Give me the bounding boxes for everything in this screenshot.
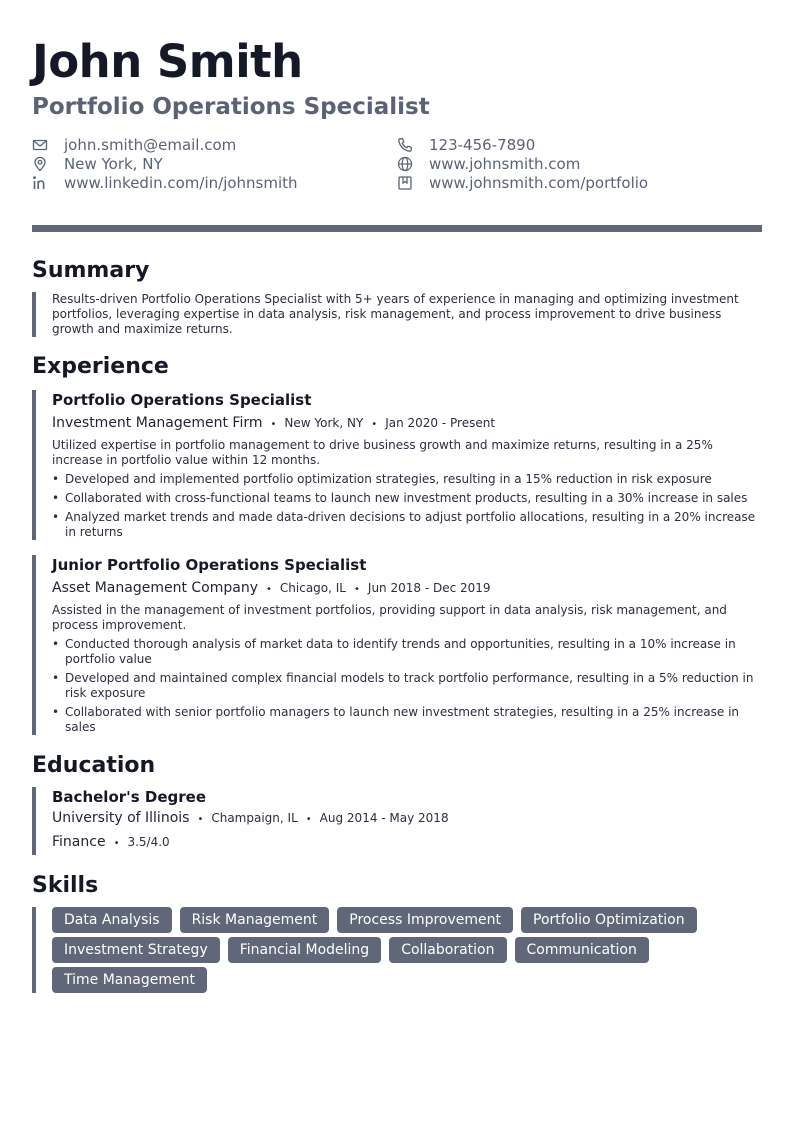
experience-heading: Experience: [32, 354, 169, 379]
job-meta: [52, 578, 762, 600]
job-company: Asset Management Company: [52, 580, 258, 596]
education-heading: Education: [32, 753, 156, 778]
education-entry: [32, 787, 762, 855]
job-description: Utilized expertise in portfolio management to drive business growth and maximize returns, resulting in a 25% increase in portfolio value within 12 months.: [52, 438, 713, 467]
linkedin-icon: [32, 175, 48, 191]
separator-dot: •: [197, 814, 204, 825]
field-of-study: Finance: [52, 834, 106, 850]
job-title: Portfolio Operations Specialist: [52, 391, 312, 409]
job-bullet: • Analyzed market trends and made data-driven decisions to adjust portfolio allocations, resulting in a 20% increase in returns: [52, 510, 762, 540]
header-divider: [32, 225, 762, 232]
job-bullet: • Conducted thorough analysis of market data to identify trends and opportunities, resulting in a 10% increase in portfolio value: [52, 637, 762, 667]
school-location: Champaign, IL: [211, 811, 298, 825]
contact-website[interactable]: [397, 154, 762, 173]
job-dates: Jan 2020 - Present: [385, 416, 496, 430]
map-pin-icon: [32, 156, 48, 172]
gpa: 3.5/4.0: [127, 835, 170, 849]
skills-heading: Skills: [32, 873, 99, 898]
separator-dot: •: [371, 419, 378, 430]
job-title: Junior Portfolio Operations Specialist: [52, 556, 367, 574]
location-text: New York, NY: [64, 154, 163, 173]
job-location: Chicago, IL: [279, 581, 346, 595]
email-text: john.smith@email.com: [64, 135, 237, 154]
skill-chip: Time Management: [52, 967, 207, 993]
job-bullet: • Collaborated with cross-functional teams to launch new investment products, resulting in a 30% increase in sales: [52, 491, 762, 506]
skill-chip: Collaboration: [389, 937, 506, 963]
job-bullets: [52, 472, 762, 540]
education-meta: [52, 807, 762, 831]
contact-portfolio[interactable]: [397, 173, 762, 192]
job-bullets: [52, 637, 762, 735]
portfolio-text: www.johnsmith.com/portfolio: [429, 173, 649, 192]
bookmark-icon: [397, 175, 413, 191]
contact-phone[interactable]: [397, 135, 762, 154]
job-meta: [52, 413, 762, 435]
education-dates: Aug 2014 - May 2018: [319, 811, 449, 825]
linkedin-text: www.linkedin.com/in/johnsmith: [64, 173, 298, 192]
job-bullet: • Collaborated with senior portfolio managers to launch new investment strategies, resulting in a 25% increase in sales: [52, 705, 762, 735]
separator-dot: •: [305, 814, 312, 825]
candidate-role: Portfolio Operations Specialist: [32, 94, 430, 120]
phone-text: 123-456-7890: [429, 135, 536, 154]
contact-linkedin[interactable]: [32, 173, 397, 192]
job-dates: Jun 2018 - Dec 2019: [367, 581, 491, 595]
website-text: www.johnsmith.com: [429, 154, 581, 173]
job-entry: [32, 390, 762, 540]
skill-chip: Communication: [515, 937, 649, 963]
job-bullet: • Developed and implemented portfolio optimization strategies, resulting in a 15% reduction in risk exposure: [52, 472, 762, 487]
separator-dot: •: [113, 838, 120, 849]
school-name: University of Illinois: [52, 810, 190, 826]
skill-chip: Process Improvement: [337, 907, 513, 933]
summary-text: Results-driven Portfolio Operations Specialist with 5+ years of experience in managing and optimizing investment portfolios, leveraging expertise in data analysis, risk management, and process improvement to drive business growth and maximize returns.: [32, 292, 762, 337]
separator-dot: •: [266, 584, 272, 595]
job-location: New York, NY: [284, 416, 364, 430]
job-bullet: • Developed and maintained complex financial models to track portfolio performance, resulting in a 5% reduction in risk exposure: [52, 671, 762, 701]
separator-dot: •: [354, 584, 360, 595]
phone-icon: [397, 137, 413, 153]
skill-chip: Risk Management: [180, 907, 330, 933]
candidate-name: John Smith: [32, 35, 303, 88]
contact-email[interactable]: [32, 135, 397, 154]
job-company: Investment Management Firm: [52, 415, 263, 431]
summary-heading: Summary: [32, 258, 150, 283]
skill-chip: Investment Strategy: [52, 937, 220, 963]
globe-icon: [397, 156, 413, 172]
skills-list: [32, 907, 762, 993]
mail-icon: [32, 137, 48, 153]
education-field-row: [52, 831, 762, 855]
job-entry: [32, 555, 762, 735]
contact-list: [32, 135, 762, 192]
contact-location: [32, 154, 397, 173]
resume-page: [32, 34, 762, 993]
separator-dot: •: [270, 419, 277, 430]
job-description: Assisted in the management of investment portfolios, providing support in data analysis, risk management, and process improvement.: [52, 603, 727, 632]
skill-chip: Data Analysis: [52, 907, 172, 933]
skill-chip: Portfolio Optimization: [521, 907, 697, 933]
degree-title: Bachelor's Degree: [52, 788, 206, 806]
skill-chip: Financial Modeling: [228, 937, 381, 963]
